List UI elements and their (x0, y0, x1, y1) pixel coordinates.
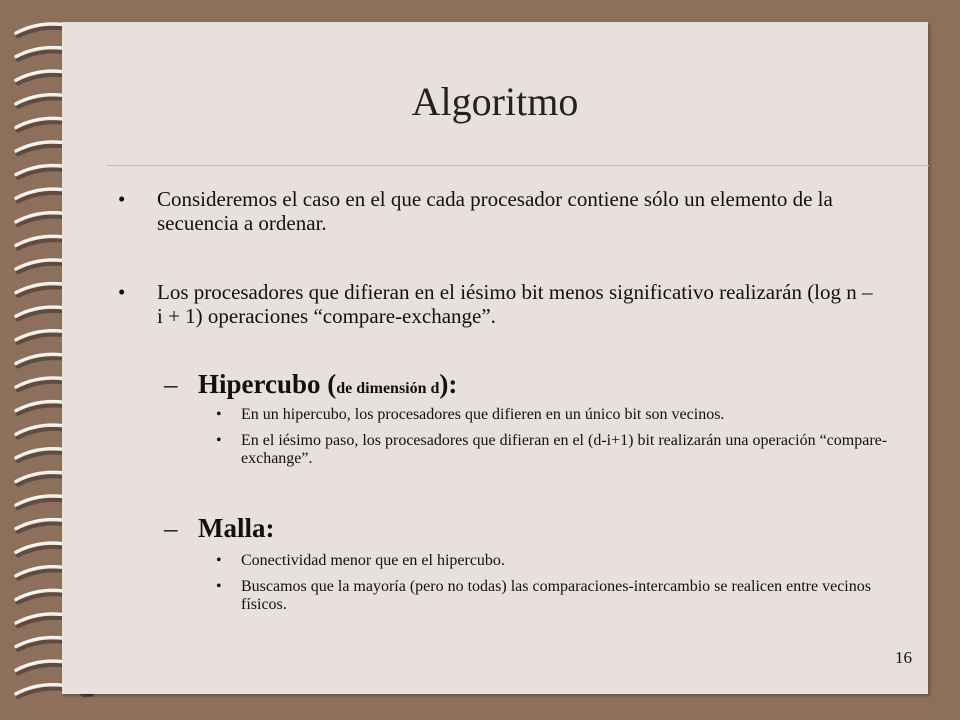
bullet-1 (118, 187, 878, 235)
item-hipercubo-2 (216, 432, 896, 468)
slide-page (62, 22, 928, 694)
dash-marker: – (164, 513, 178, 543)
title-divider (107, 165, 929, 166)
bullet-marker: • (118, 280, 126, 304)
dash-marker: – (164, 369, 178, 399)
bullet-marker: • (118, 187, 126, 211)
item-text: Conectividad menor que en el hipercubo. (241, 552, 505, 569)
bullet-2 (118, 280, 878, 328)
subheading-main: Malla: (198, 513, 275, 543)
item-marker: • (216, 552, 222, 569)
item-malla-1 (216, 552, 896, 570)
item-marker: • (216, 432, 222, 449)
item-text: Buscamos que la mayoría (pero no todas) las comparaciones-intercambio se realicen entre vecinos físicos. (241, 578, 871, 613)
item-hipercubo-1 (216, 406, 896, 424)
bullet-text: Los procesadores que difieran en el iésimo bit menos significativo realizarán (log n – i + 1) operaciones “compare-exchange”. (157, 280, 873, 328)
item-text: En un hipercubo, los procesadores que difieren en un único bit son vecinos. (241, 406, 725, 423)
item-malla-2 (216, 578, 896, 614)
subheading-hipercubo (164, 368, 884, 405)
bullet-text: Consideremos el caso en el que cada procesador contiene sólo un elemento de la secuencia a ordenar. (157, 187, 833, 235)
item-marker: • (216, 578, 222, 595)
slide-title: Algoritmo (411, 79, 579, 124)
item-text: En el iésimo paso, los procesadores que difieran en el (d-i+1) bit realizarán una operación “compare-exchange”. (241, 432, 888, 467)
subheading-end: ): (439, 369, 458, 399)
subheading-main: Hipercubo ( (198, 369, 337, 399)
subheading-small: de dimensión d (336, 380, 440, 397)
item-marker: • (216, 406, 222, 423)
page-number: 16 (895, 648, 912, 667)
subheading-malla (164, 512, 884, 544)
